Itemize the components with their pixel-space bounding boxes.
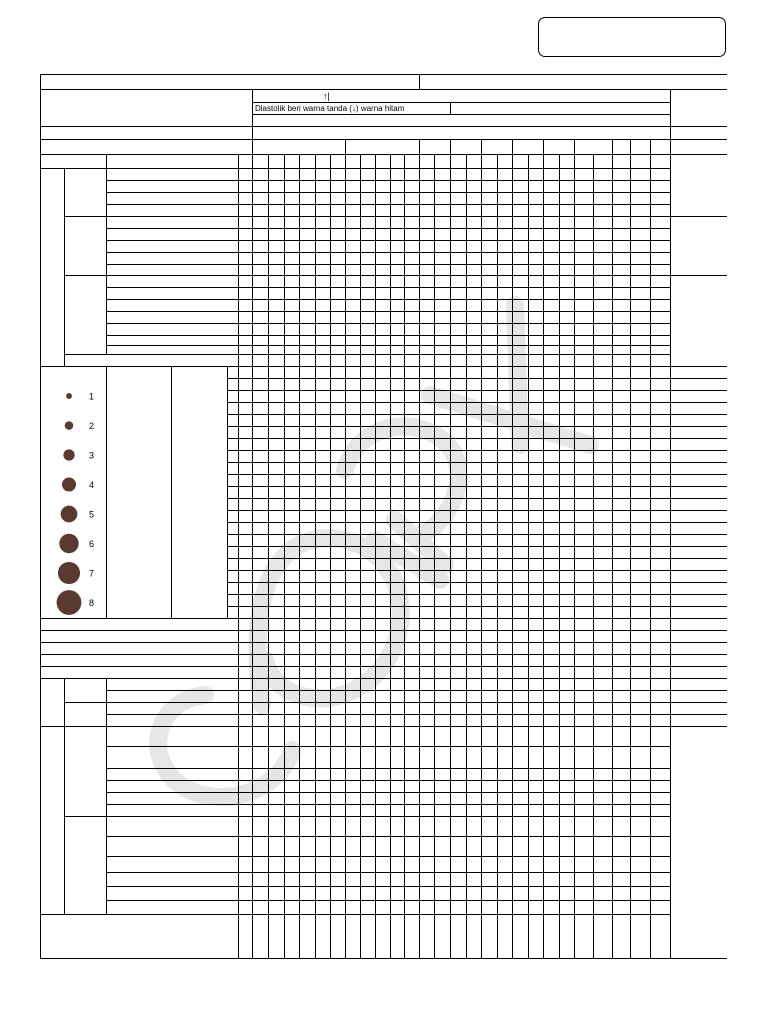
pupil-size-dot — [66, 393, 72, 399]
pupil-size-label: 8 — [89, 598, 95, 608]
pupil-size-label: 2 — [89, 421, 95, 431]
pupil-size-dot — [57, 590, 82, 615]
watermark-stroke — [257, 538, 400, 705]
pupil-size-label: 3 — [89, 450, 95, 461]
pupil-size-label: 1 — [89, 391, 95, 402]
pupil-size-dot — [58, 562, 80, 584]
chart-grid — [40, 74, 727, 959]
watermark-stroke — [515, 305, 520, 445]
pupil-size-label: 5 — [89, 509, 95, 520]
diastolic-legend: Diastolik beri warna tanda (↓) warna hitam — [255, 104, 405, 113]
pupil-size-scale — [57, 392, 94, 615]
pupil-size-label: 6 — [89, 539, 95, 549]
pupil-size-dot — [62, 478, 76, 492]
pupil-size-dot — [61, 506, 78, 523]
pupil-size-label: 7 — [89, 568, 95, 579]
pupil-size-dot — [59, 534, 78, 553]
arrow-note: ↑| — [323, 91, 330, 101]
pupil-size-dot — [63, 449, 74, 460]
pupil-size-dot — [65, 421, 74, 430]
pupil-size-label: 4 — [89, 480, 95, 490]
